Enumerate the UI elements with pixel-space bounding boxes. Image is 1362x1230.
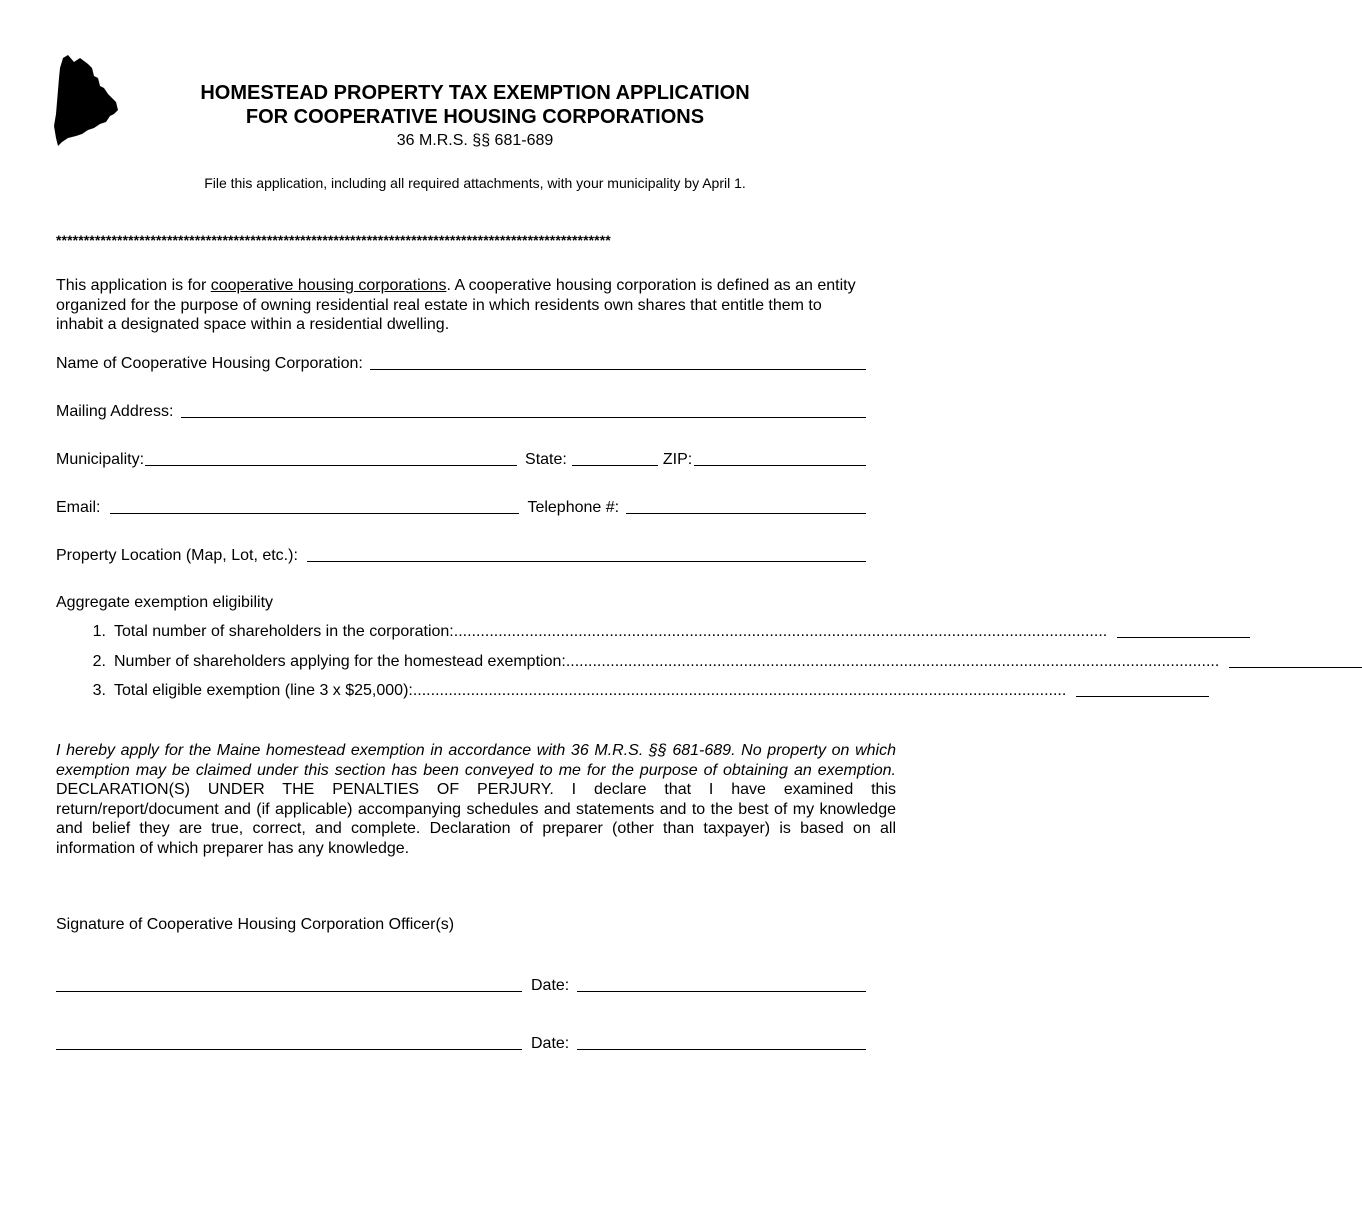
email-label: Email:	[56, 499, 101, 516]
statute-citation: 36 M.R.S. §§ 681-689	[396, 132, 554, 149]
eligibility-item-text: Total eligible exemption (line 3 x $25,000):	[114, 682, 413, 699]
municipality-row	[56, 449, 866, 469]
declaration-text: DECLARATION(S) UNDER THE PENALTIES OF PERJURY. I declare that I have examined this return/report/document and (if applicable) accompanying schedules and statements and to the best of my knowledge and belief they are true, correct, and complete. Declaration of preparer (other than taxpayer) is based on all information of which preparer has any knowledge.	[56, 781, 896, 857]
corporation-name-label: Name of Cooperative Housing Corporation:	[56, 355, 363, 372]
mailing-address-row	[56, 401, 866, 421]
filing-deadline-note: File this application, including all required attachments, with your municipality by April 1.	[204, 175, 746, 191]
intro-prefix: This application is for	[56, 277, 211, 294]
eligibility-item-number: 1.	[92, 623, 106, 640]
declaration-italic: I hereby apply for the Maine homestead exemption in accordance with 36 M.R.S. §§ 681-689. No property on which exemption may be claimed under this section has been conveyed to me for the purpose of obtaining an exemption.	[56, 742, 896, 779]
shareholders-applying-field[interactable]	[1229, 666, 1362, 668]
shareholders-total-field[interactable]	[1117, 636, 1250, 638]
eligibility-item-3	[56, 682, 1067, 700]
leader-dots: ...................................................................................................................................................	[412, 682, 1067, 699]
eligibility-item-1	[56, 623, 1108, 641]
intro-paragraph	[56, 276, 866, 335]
asterisk-separator: ****************************************************************************************************	[56, 232, 611, 248]
mailing-address-label: Mailing Address:	[56, 403, 174, 420]
mailing-address-field[interactable]	[181, 416, 866, 418]
signature-row-1	[56, 975, 866, 995]
corporation-name-field[interactable]	[370, 368, 866, 370]
zip-field[interactable]	[694, 464, 866, 466]
intro-underlined-term: cooperative housing corporations	[210, 277, 447, 294]
eligibility-heading: Aggregate exemption eligibility	[56, 594, 274, 611]
eligibility-item-number: 2.	[92, 653, 106, 670]
date-field-1[interactable]	[577, 990, 866, 992]
signature-field-2[interactable]	[56, 1048, 522, 1050]
eligibility-item-text: Total number of shareholders in the corporation:	[114, 623, 454, 640]
leader-dots: ...................................................................................................................................................	[453, 623, 1108, 640]
leader-dots: ...................................................................................................................................................	[565, 653, 1220, 670]
signature-heading: Signature of Cooperative Housing Corporation Officer(s)	[56, 916, 455, 933]
signature-field-1[interactable]	[56, 990, 522, 992]
date-label-2: Date:	[531, 1035, 570, 1052]
declaration-paragraph	[56, 741, 896, 859]
email-field[interactable]	[110, 512, 519, 514]
property-location-field[interactable]	[307, 560, 866, 562]
telephone-label: Telephone #:	[527, 499, 620, 516]
corporation-name-row	[56, 353, 866, 373]
eligibility-item-text: Number of shareholders applying for the homestead exemption:	[114, 653, 566, 670]
intro-suffix: . A cooperative housing corporation is defined as an entity organized for the purpose of owning residential real estate in which residents own shares that entitle them to inhabit a designated space within a residential dwelling.	[56, 277, 856, 333]
signature-row-2	[56, 1033, 866, 1053]
total-exemption-field[interactable]	[1076, 695, 1209, 697]
property-location-label: Property Location (Map, Lot, etc.):	[56, 547, 298, 564]
email-row	[56, 497, 866, 517]
eligibility-item-number: 3.	[92, 682, 106, 699]
eligibility-item-2	[56, 653, 1220, 671]
state-label: State:	[525, 451, 567, 468]
zip-label: ZIP:	[662, 451, 693, 468]
telephone-field[interactable]	[626, 512, 866, 514]
date-label-1: Date:	[531, 977, 570, 994]
date-field-2[interactable]	[577, 1048, 866, 1050]
state-field[interactable]	[572, 464, 658, 466]
form-title-line-1: HOMESTEAD PROPERTY TAX EXEMPTION APPLICATION	[200, 82, 750, 104]
property-location-row	[56, 545, 866, 565]
municipality-field[interactable]	[145, 464, 517, 466]
municipality-label: Municipality:	[56, 451, 145, 468]
form-title-line-2: FOR COOPERATIVE HOUSING CORPORATIONS	[245, 106, 705, 128]
